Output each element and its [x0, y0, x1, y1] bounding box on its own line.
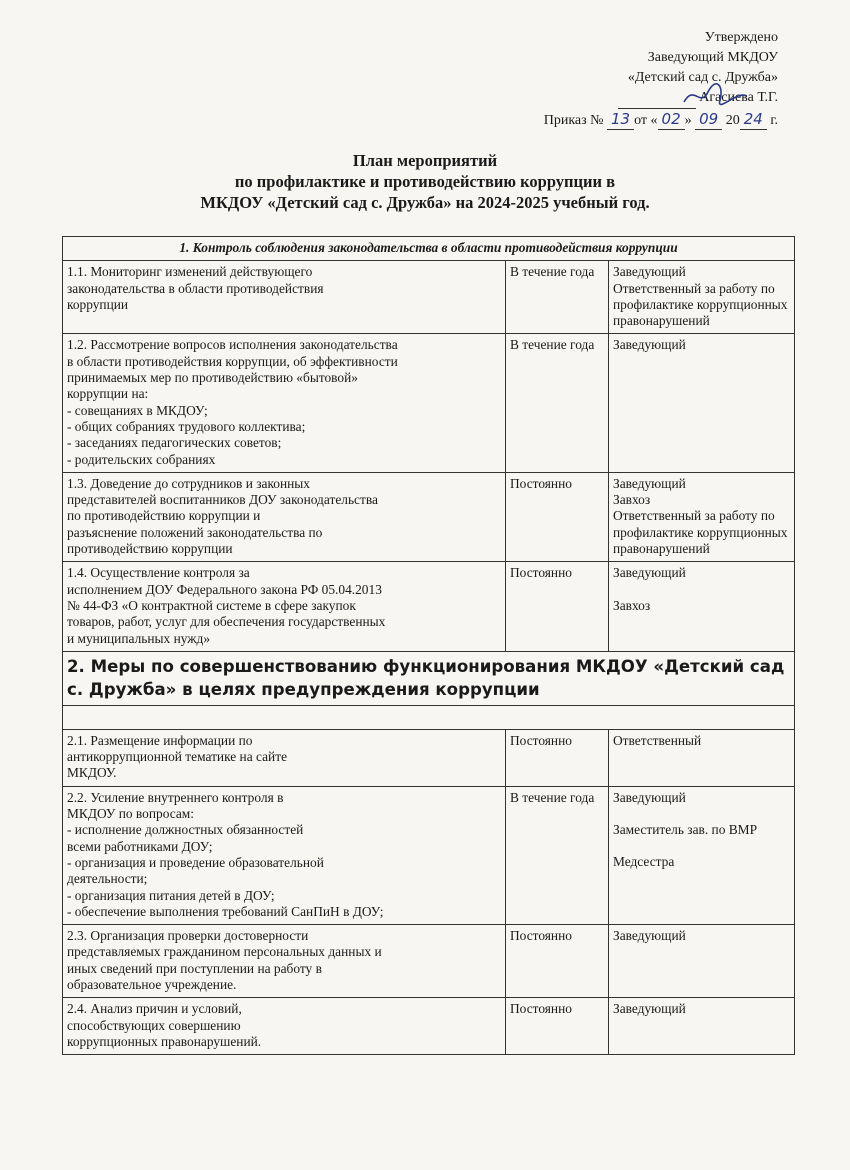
activity-line: всеми работниками ДОУ; — [67, 838, 213, 854]
responsible-spacer — [613, 806, 790, 822]
activity-line: коррупции — [67, 296, 129, 312]
table-row — [63, 261, 795, 334]
order-date-day: 02 — [658, 109, 685, 130]
responsible-line: Заместитель зав. по ВМР — [613, 822, 758, 838]
activity-line: 2.4. Анализ причин и условий, — [67, 1001, 242, 1017]
responsible-line: Заведующий — [613, 264, 686, 280]
table-row — [63, 925, 795, 998]
approval-line: Заведующий МКДОУ — [647, 50, 778, 65]
order-date-prefix: от « — [634, 113, 658, 128]
responsible-line: Завхоз — [613, 492, 651, 508]
responsible-cell — [609, 261, 795, 334]
title-line: по профилактике и противодействию коррупции в — [234, 172, 616, 191]
activity-line: и муниципальных нужд» — [67, 630, 211, 646]
order-date-month: 09 — [695, 109, 722, 130]
activity-line: - общих собраниях трудового коллектива; — [67, 418, 306, 434]
activity-cell — [63, 998, 506, 1055]
term-cell: Постоянно — [506, 998, 609, 1055]
section-2-heading: 2. Меры по совершенствованию функционирования МКДОУ «Детский сад с. Дружба» в целях предупреждения коррупции — [63, 651, 795, 705]
term-cell: В течение года — [506, 786, 609, 924]
activity-line: законодательства в области противодействия — [67, 280, 324, 296]
section-1-heading: 1. Контроль соблюдения законодательства в области противодействия коррупции — [63, 237, 795, 261]
activity-line: 1.4. Осуществление контроля за — [67, 565, 250, 581]
activity-line: - исполнение должностных обязанностей — [67, 822, 304, 838]
responsible-line: Заведующий — [613, 565, 686, 581]
activity-line: 1.1. Мониторинг изменений действующего — [67, 264, 313, 280]
term-cell: Постоянно — [506, 472, 609, 561]
activity-cell — [63, 562, 506, 651]
responsible-line: Медсестра — [613, 854, 675, 870]
responsible-line: Заведующий — [613, 789, 686, 805]
activity-cell — [63, 334, 506, 472]
activity-line: 1.2. Рассмотрение вопросов исполнения законодательства — [67, 337, 398, 353]
activity-line: принимаемых мер по противодействию «бытовой» — [67, 370, 358, 386]
table-row — [63, 998, 795, 1055]
responsible-line: Заведующий — [613, 337, 686, 353]
responsible-line: Ответственный — [613, 732, 702, 748]
section-heading-row — [63, 651, 795, 705]
term-cell: Постоянно — [506, 562, 609, 651]
activity-line: по противодействию коррупции и — [67, 508, 261, 524]
activity-line: коррупционных правонарушений. — [67, 1033, 262, 1049]
spacer-cell — [63, 705, 795, 729]
section-spacer-row — [63, 705, 795, 729]
activity-line: 2.3. Организация проверки достоверности — [67, 928, 309, 944]
order-date-quote: » — [684, 113, 692, 128]
order-year-prefix: 20 — [725, 113, 740, 128]
activity-line: МКДОУ. — [67, 765, 117, 781]
activity-line: 2.2. Усиление внутреннего контроля в — [67, 789, 284, 805]
term-cell: Постоянно — [506, 729, 609, 786]
activity-line: деятельности; — [67, 871, 148, 887]
order-number: 13 — [607, 109, 634, 130]
document-title — [0, 150, 850, 213]
activity-line: коррупции на: — [67, 386, 149, 402]
activity-line: образовательное учреждение. — [67, 976, 237, 992]
activity-cell — [63, 261, 506, 334]
activity-line: антикоррупционной тематике на сайте — [67, 749, 288, 765]
activity-line: № 44-ФЗ «О контрактной системе в сфере закупок — [67, 597, 356, 613]
activity-line: МКДОУ по вопросам: — [67, 806, 194, 822]
activity-line: способствующих совершению — [67, 1017, 241, 1033]
responsible-cell — [609, 334, 795, 472]
activity-cell — [63, 729, 506, 786]
approval-line: Утверждено — [704, 30, 778, 45]
responsible-cell — [609, 729, 795, 786]
activity-line: представителей воспитанников ДОУ законодательства — [67, 492, 378, 508]
activity-line: - заседаниях педагогических советов; — [67, 435, 282, 451]
activity-cell — [63, 925, 506, 998]
term-cell: В течение года — [506, 261, 609, 334]
responsible-cell — [609, 998, 795, 1055]
responsible-spacer — [613, 838, 790, 854]
activity-line: исполнением ДОУ Федерального закона РФ 05.04.2013 — [67, 581, 382, 597]
title-line: МКДОУ «Детский сад с. Дружба» на 2024-2025 учебный год. — [200, 193, 650, 212]
activity-line: противодействию коррупции — [67, 541, 233, 557]
approval-block — [518, 28, 778, 131]
signatory-name: Агасиева Т.Г. — [699, 90, 778, 105]
responsible-line: Ответственный за работу по профилактике коррупционных правонарушений — [613, 508, 788, 557]
responsible-line: Завхоз — [613, 597, 651, 613]
activity-line: - организация питания детей в ДОУ; — [67, 887, 275, 903]
signature-mark — [680, 82, 750, 108]
activity-line: разъяснение положений законодательства по — [67, 524, 323, 540]
table-row — [63, 786, 795, 924]
activity-line: - совещаниях в МКДОУ; — [67, 402, 208, 418]
order-date-suffix: г. — [766, 113, 778, 128]
activity-line: представляемых гражданином персональных данных и — [67, 944, 382, 960]
responsible-cell — [609, 562, 795, 651]
order-label: Приказ № — [543, 113, 604, 128]
order-line — [518, 109, 778, 131]
table-row — [63, 729, 795, 786]
term-cell: В течение года — [506, 334, 609, 472]
title-line: План мероприятий — [352, 151, 498, 170]
responsible-spacer — [613, 582, 790, 598]
approval-line: «Детский сад с. Дружба» — [627, 70, 778, 85]
term-cell: Постоянно — [506, 925, 609, 998]
activity-line: - организация и проведение образовательной — [67, 854, 324, 870]
table-row — [63, 562, 795, 651]
activity-cell — [63, 472, 506, 561]
table-row — [63, 334, 795, 472]
activity-line: товаров, работ, услуг для обеспечения государственных — [67, 614, 386, 630]
responsible-line: Заведующий — [613, 1001, 686, 1017]
measures-table — [62, 236, 795, 1055]
section-heading-row — [63, 237, 795, 261]
responsible-cell — [609, 925, 795, 998]
activity-line: 2.1. Размещение информации по — [67, 732, 253, 748]
activity-line: 1.3. Доведение до сотрудников и законных — [67, 475, 310, 491]
order-date-year: 24 — [740, 109, 767, 130]
responsible-cell — [609, 472, 795, 561]
activity-line: в области противодействия коррупции, об эффективности — [67, 353, 398, 369]
responsible-line: Заведующий — [613, 475, 686, 491]
responsible-line: Ответственный за работу по профилактике коррупционных правонарушений — [613, 280, 788, 329]
responsible-cell — [609, 786, 795, 924]
table-row — [63, 472, 795, 561]
responsible-line: Заведующий — [613, 928, 686, 944]
activity-line: - обеспечение выполнения требований СанПиН в ДОУ; — [67, 903, 384, 919]
activity-line: - родительских собраниях — [67, 451, 216, 467]
activity-line: иных сведений при поступлении на работу в — [67, 960, 322, 976]
activity-cell — [63, 786, 506, 924]
